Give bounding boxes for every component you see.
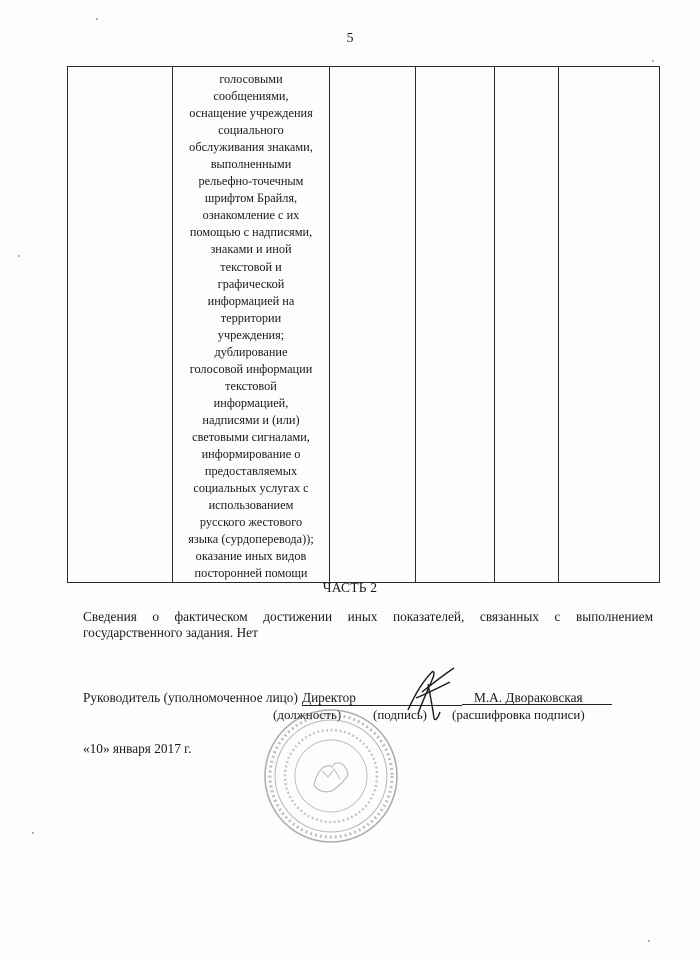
table-cell-empty <box>330 67 416 583</box>
signatory-name: М.А. Двораковская <box>462 690 612 705</box>
cell-text-line: голосовыми <box>219 72 283 86</box>
cell-text-line: предоставляемых <box>204 464 298 479</box>
cell-text-line: графической <box>217 276 285 291</box>
cell-text-line: информацией, <box>213 395 289 410</box>
scan-speck <box>648 940 650 942</box>
table-row <box>68 67 660 583</box>
cell-text-line: ознакомление с их <box>202 208 300 223</box>
scan-speck <box>652 60 654 62</box>
cell-text-line: выполненными <box>210 157 292 172</box>
cell-text-line: голосовой информации <box>189 361 313 376</box>
continuation-table <box>67 66 660 583</box>
caption-signature: (подпись) <box>373 707 427 722</box>
cell-text-line: использованием <box>208 498 294 513</box>
cell-text-line: текстовой и <box>220 259 282 274</box>
cell-text-line: посторонней помощи <box>194 566 308 581</box>
scan-speck <box>96 18 98 20</box>
cell-text-line: русского жестового <box>199 515 303 530</box>
table-cell-services <box>173 67 330 583</box>
cell-text-line: помощью с надписями, <box>189 225 313 240</box>
table-cell-empty <box>495 67 559 583</box>
cell-text-line: социальных услугах с <box>193 481 309 496</box>
cell-text-line: оснащение учреждения <box>189 106 313 121</box>
paragraph-line: государственного задания. Нет <box>83 625 258 640</box>
handwritten-signature <box>388 662 468 724</box>
caption-position: (должность) <box>273 707 342 722</box>
scan-speck <box>18 255 20 257</box>
table-cell-empty <box>416 67 495 583</box>
part-heading: ЧАСТЬ 2 <box>322 580 378 595</box>
part2-paragraph <box>83 609 653 641</box>
position-text: Директор <box>302 690 356 705</box>
cell-text-line: сообщениями, <box>213 89 289 104</box>
document-date: «10» января 2017 г. <box>83 741 192 756</box>
cell-text-line: информирование о <box>201 447 301 462</box>
cell-text-line: обслуживания знаками, <box>189 140 313 155</box>
cell-text-line: социального <box>218 123 284 138</box>
cell-text-line: территории <box>220 310 282 325</box>
signatory-role: Руководитель (уполномоченное лицо) <box>83 690 298 705</box>
cell-text-line: знаками и иной <box>210 242 292 257</box>
cell-text-line: информацией на <box>207 293 295 308</box>
cell-text-line: рельефно-точечным <box>198 174 304 189</box>
services-description <box>173 67 329 582</box>
cell-text-line: текстовой <box>225 378 277 393</box>
cell-text-line: языка (сурдоперевода)); <box>188 532 314 547</box>
caption-name: (расшифровка подписи) <box>452 707 585 722</box>
page-number: 5 <box>346 31 354 46</box>
cell-text-line: надписями и (или) <box>202 412 300 427</box>
scan-speck <box>32 832 34 834</box>
cell-text-line: оказание иных видов <box>195 549 307 564</box>
table-cell-empty <box>559 67 660 583</box>
paragraph-line: Сведения о фактическом достижении иных показателей, связанных с выполнением <box>83 609 653 624</box>
cell-text-line: дублирование <box>214 344 288 359</box>
cell-text-line: учреждения; <box>217 327 285 342</box>
table-cell-empty <box>68 67 173 583</box>
cell-text-line: шрифтом Брайля, <box>204 191 298 206</box>
official-seal <box>262 707 400 845</box>
cell-text-line: световыми сигналами, <box>192 429 310 444</box>
